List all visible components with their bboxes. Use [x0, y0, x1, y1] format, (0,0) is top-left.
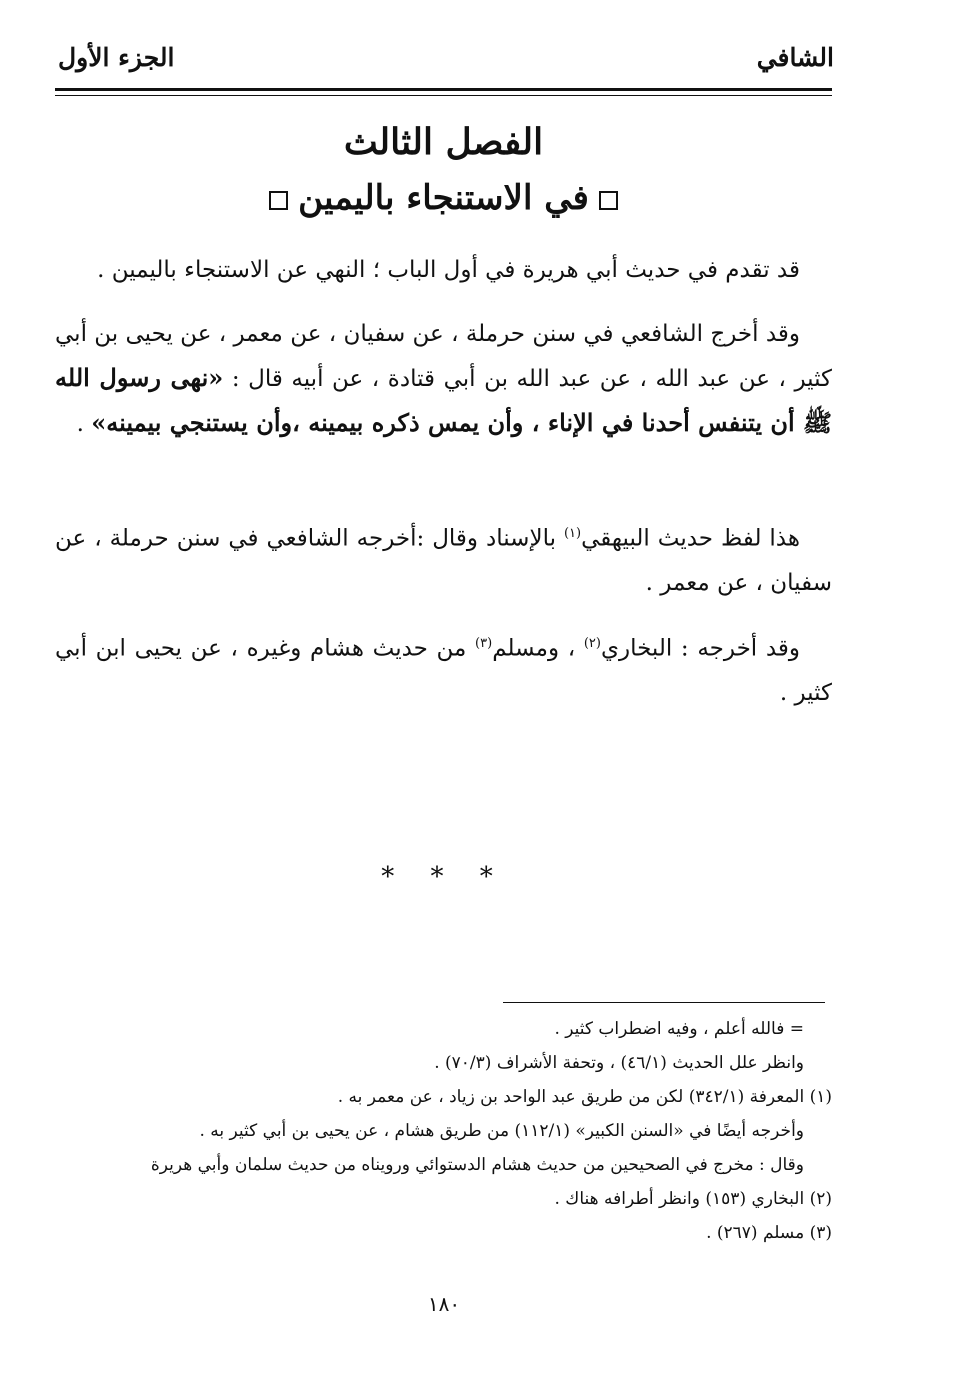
running-header-volume: الجزء الأول [58, 43, 175, 72]
footnote-line: وأخرجه أيضًا في «السنن الكبير» (١١٢/١) من طريق هشام ، عن يحيى بن أبي كثير به . [199, 1121, 804, 1141]
hadith-end: . [76, 411, 92, 437]
footnote-ref-1: (١) [563, 526, 582, 541]
paragraph-4-text-c: من حديث هشام وغيره ، عن يحيى ابن أبي كثير . [55, 635, 832, 706]
footnote-line: وقال : مخرج في الصحيحين من حديث هشام الدستوائي ورويناه من حديث سلمان وأبي هريرة [150, 1155, 804, 1175]
footnote-1: (١) المعرفة (٣٤٢/١) لكن من طريق عبد الواحد بن زياد ، عن معمر به . [337, 1087, 832, 1107]
chapter-subtitle: في الاستنجاء باليمين [298, 178, 589, 218]
footnote-3: (٣) مسلم (٢٦٧) . [706, 1223, 832, 1243]
paragraph-4-text-b: ، ومسلم [492, 635, 584, 662]
header-rule-thick [55, 88, 832, 91]
page-number: ١٨٠ [427, 1292, 461, 1316]
footnote-rule [503, 1002, 825, 1003]
square-ornament-icon [599, 191, 618, 210]
footnote-line: وانظر علل الحديث (٤٦/١) ، وتحفة الأشراف (٧٠/٣) . [434, 1053, 804, 1073]
paragraph-3-text-a: هذا لفظ حديث البيهقي [581, 525, 801, 552]
footnote-ref-3: (٣) [475, 636, 493, 651]
footnote-ref-2: (٢) [583, 636, 601, 651]
section-separator: * * * [381, 862, 507, 892]
footnotes [55, 1012, 832, 1250]
hadith-text: «نهى رسول الله ﷺ أن يتنفس أحدنا في الإناء ، وأن يمس ذكره بيمينه ،وأن يستنجي بيمينه» [55, 363, 832, 437]
paragraph-2 [55, 312, 832, 446]
chapter-subtitle-line [55, 172, 832, 224]
running-header-book-title: الشافي [756, 43, 834, 72]
paragraph-3 [55, 512, 832, 605]
footnote-2: (٢) البخاري (١٥٣) وانظر أطرافه هناك . [554, 1189, 832, 1209]
chapter-title: الفصل الثالث [343, 121, 544, 163]
paragraph-3-text-b: بالإسناد وقال :أخرجه الشافعي في سنن حرملة ، عن سفيان ، عن معمر . [55, 525, 832, 596]
hadith-chain: وقد أخرج الشافعي في سنن حرملة ، عن سفيان ، عن معمر ، عن يحيى بن أبي كثير ، عن عبد الله ، عن عبد الله بن أبي قتادة ، عن أبيه قال : [55, 321, 832, 392]
paragraph-4 [55, 622, 832, 715]
paragraph-1 [55, 248, 832, 292]
paragraph-1-text: قد تقدم في حديث أبي هريرة في أول الباب ؛ النهي عن الاستنجاء باليمين . [97, 257, 800, 283]
paragraph-4-text-a: وقد أخرجه : البخاري [600, 635, 801, 662]
footnote-line: = فالله أعلم ، وفيه اضطراب كثير . [554, 1019, 804, 1039]
square-ornament-icon [269, 191, 288, 210]
header-rule-thin [55, 95, 832, 96]
